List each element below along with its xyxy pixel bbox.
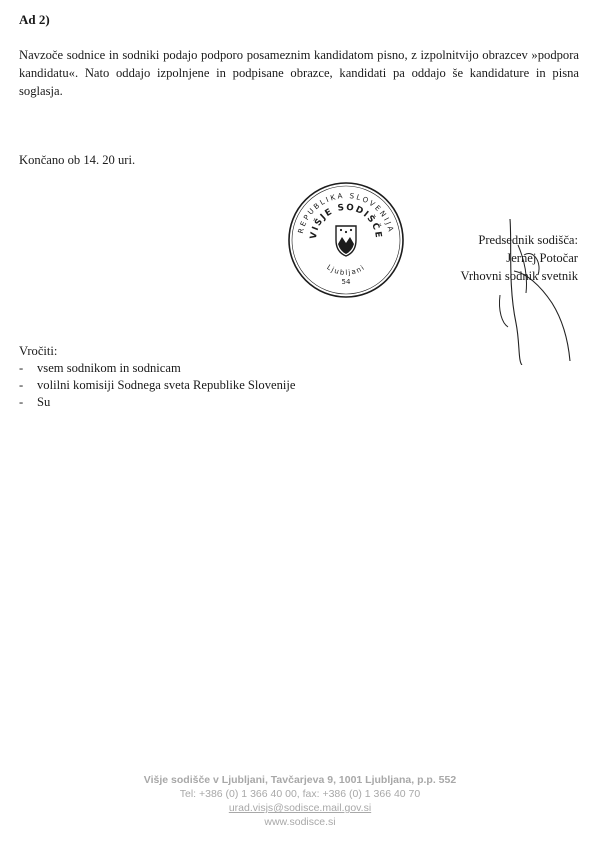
slovenian-coat-of-arms-icon xyxy=(336,226,356,256)
svg-text:REPUBLIKA SLOVENIJA: REPUBLIKA SLOVENIJA xyxy=(295,190,397,235)
footer-web: www.sodisce.si xyxy=(264,816,336,828)
footer-email: urad.visjs@sodisce.mail.gov.si xyxy=(228,802,372,814)
list-item: - Su xyxy=(19,395,51,409)
signature-position: Vrhovni sodnik svetnik xyxy=(460,269,578,283)
footer-address: Višje sodišče v Ljubljani, Tavčarjeva 9, 1001 Ljubljana, p.p. 552 xyxy=(143,774,457,786)
distribution-label: Vročiti: xyxy=(19,344,58,358)
list-item: - volilni komisiji Sodnega sveta Republike Slovenije xyxy=(19,378,296,392)
signature-block xyxy=(438,231,578,285)
svg-text:54: 54 xyxy=(341,278,351,286)
distribution-list xyxy=(19,360,296,411)
body-paragraph: Navzoče sodnice in sodniki podajo podporo posameznim kandidatom pisno, z izpolnitvijo obrazcev »podpora kandidatu«. Nato oddajo izpolnjene in podpisane obrazce, kandidati pa oddajo še kandidature in pisna soglasja. xyxy=(19,48,579,98)
court-seal-stamp xyxy=(286,180,406,300)
svg-text:Ljubljani: Ljubljani xyxy=(325,263,367,277)
letterhead-footer xyxy=(0,773,600,829)
svg-text:VIŠJE SODIŠČE: VIŠJE SODIŠČE xyxy=(308,202,384,240)
closing-line: Končano ob 14. 20 uri. xyxy=(19,153,136,167)
footer-phone: Tel: +386 (0) 1 366 40 00, fax: +386 (0) 1 366 40 70 xyxy=(179,788,421,800)
list-item: - vsem sodnikom in sodnicam xyxy=(19,361,181,375)
signature-title: Predsednik sodišča: xyxy=(478,233,578,247)
section-heading: Ad 2) xyxy=(19,12,50,27)
signature-name: Jernej Potočar xyxy=(506,251,578,265)
